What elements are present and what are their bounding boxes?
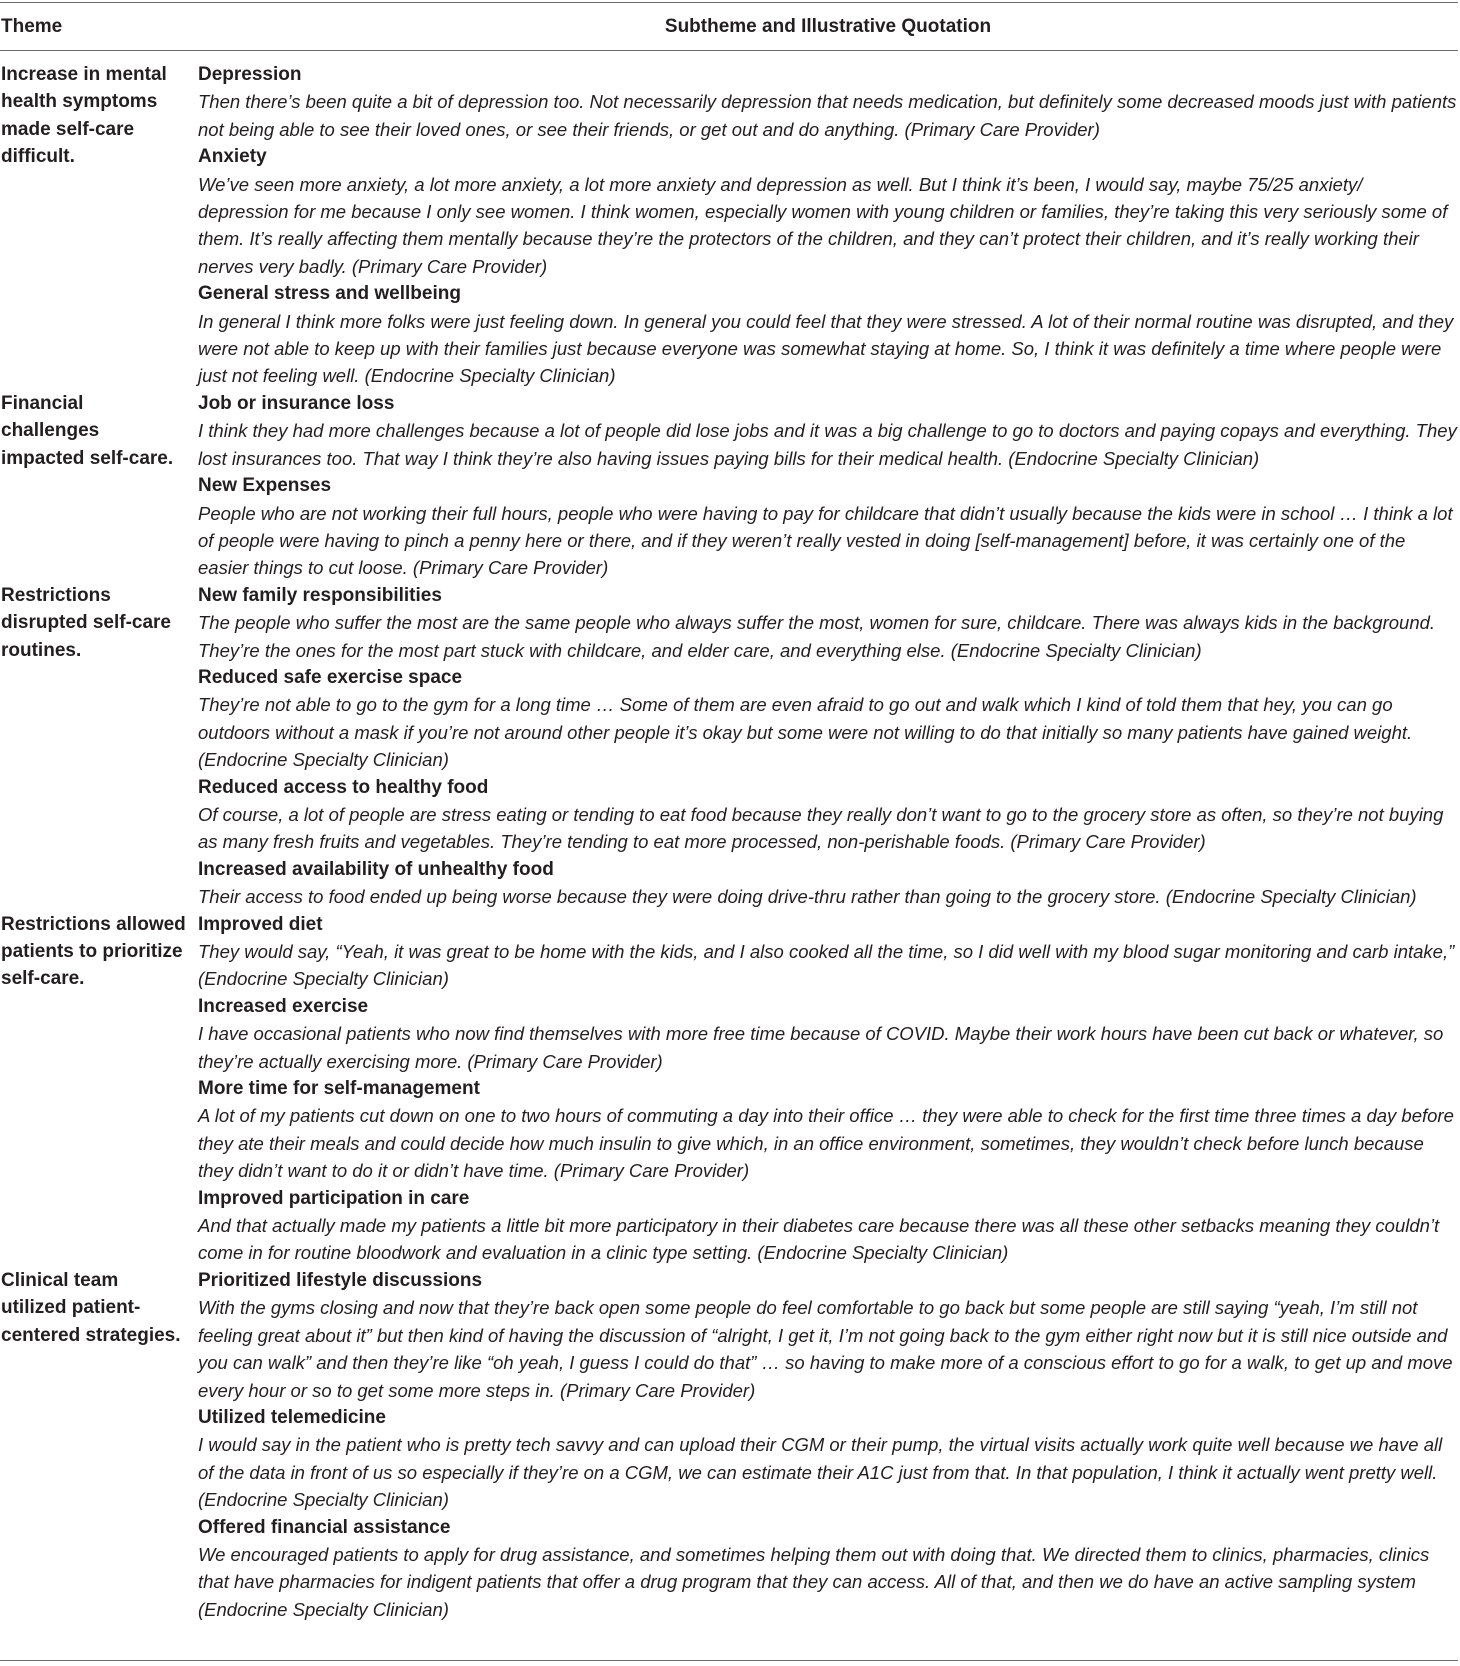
subtheme-title: New family responsibilities [198,584,442,606]
illustrative-quotation: Their access to food ended up being worse because they were doing drive-thru rather than going to the grocery store. (Endocrine Specialty Clinician) [198,886,1417,908]
subtheme-title: Reduced access to healthy food [198,776,489,798]
header-subtheme-quotation: Subtheme and Illustrative Quotation [664,16,992,37]
subtheme-title: Offered financial assistance [198,1516,451,1538]
theme-cell: Increase in mental health symptoms made self-care difficult. [1,64,167,168]
subtheme-title: Improved participation in care [198,1187,470,1209]
subtheme-cell [198,390,1458,582]
theme-cell: Financial challenges impacted self-care. [1,392,174,469]
subtheme-title: Improved diet [198,913,323,935]
subtheme-title: Job or insurance loss [198,392,395,414]
subtheme-title: Increased availability of unhealthy food [198,858,554,880]
subtheme-cell [198,1267,1458,1623]
theme-cell: Restrictions allowed patients to prioritize self-care. [1,913,186,990]
subtheme-title: New Expenses [198,475,332,497]
table-row [0,582,1458,911]
subtheme-title: Prioritized lifestyle discussions [198,1269,483,1291]
table-bottom-rule [0,1660,1458,1661]
subtheme-title: Increased exercise [198,995,369,1017]
subtheme-title: Anxiety [198,146,267,168]
table-row [0,911,1458,1267]
illustrative-quotation: Of course, a lot of people are stress eating or tending to eat food because they really don’t want to go to the grocery store as often, so they’re not buying as many fresh fruits and vegetables. They’re tending to eat more processed, non-perishable foods. (Primary Care Provider) [198,803,1444,853]
subtheme-cell [198,61,1458,390]
subtheme-cell [198,911,1458,1267]
subtheme-title: General stress and wellbeing [198,283,461,305]
illustrative-quotation: We’ve seen more anxiety, a lot more anxiety, a lot more anxiety and depression as well. But I think it’s been, I would say, maybe 75/25 anxiety/ depression for me because I only see women. I think women, especially women with young children or families, they’re taking this very seriously some of them. It’s really affecting them mentally because they’re the protectors of the children, and they can’t protect their children, and it’s really working their nerves very badly. (Primary Care Provider) [198,173,1448,277]
table-row [0,61,1458,390]
illustrative-quotation: And that actually made my patients a little bit more participatory in their diabetes care because there was all these other setbacks meaning they couldn’t come in for routine bloodwork and evaluation in a clinic type setting. (Endocrine Specialty Clinician) [198,1215,1440,1264]
header-rule [0,50,1458,51]
subtheme-title: Utilized telemedicine [198,1406,386,1428]
illustrative-quotation: We encouraged patients to apply for drug assistance, and sometimes helping them out with doing that. We directed them to clinics, pharmacies, clinics that have pharmacies for indigent patients that offer a drug program that they can access. All of that, and then we do have an active sampling system (Endocrine Specialty Clinician) [198,1543,1430,1620]
illustrative-quotation: In general I think more folks were just feeling down. In general you could feel that they were stressed. A lot of their normal routine was disrupted, and they were not able to keep up with their families just because everyone was somewhat staying at home. So, I think it was definitely a time where people were just not feeling well. (Endocrine Specialty Clinician) [198,310,1454,387]
subtheme-title: More time for self-management [198,1078,480,1100]
theme-cell: Restrictions disrupted self-care routines. [1,584,171,661]
header-theme: Theme [1,16,63,37]
theme-cell: Clinical team utilized patient-centered strategies. [1,1269,181,1346]
subtheme-title: Reduced safe exercise space [198,666,463,688]
illustrative-quotation: They’re not able to go to the gym for a long time … Some of them are even afraid to go out and walk which I kind of told them that hey, you can go outdoors without a mask if you’re not around other people it’s okay but some were not willing to do that initially so many patients have gained weight. (Endocrine Specialty Clinician) [198,694,1413,771]
illustrative-quotation: A lot of my patients cut down on one to two hours of commuting a day into their office … they were able to check for the first time three times a day before they ate their meals and could decide how much insulin to give which, in an office environment, sometimes, they wouldn’t check before lunch because they didn’t want to do it or didn’t have time. (Primary Care Provider) [198,1105,1454,1182]
subtheme-title: Depression [198,64,302,85]
illustrative-quotation: I have occasional patients who now find themselves with more free time because of COVID. Maybe their work hours have been cut back or whatever, so they’re actually exercising more. (Primary Care Provider) [198,1023,1444,1072]
table-body [0,61,1458,1623]
illustrative-quotation: I think they had more challenges because a lot of people did lose jobs and it was a big challenge to go to doctors and paying copays and everything. They lost insurances too. That way I think they’re also having issues paying bills for their medical health. (Endocrine Specialty Clinician) [198,420,1457,469]
illustrative-quotation: The people who suffer the most are the same people who always suffer the most, women for sure, childcare. There was always kids in the background. They’re the ones for the most part stuck with childcare, and elder care, and everything else. (Endocrine Specialty Clinician) [198,612,1436,661]
table-top-rule [0,2,1458,3]
illustrative-quotation: People who are not working their full hours, people who were having to pay for childcare that didn’t usually because the kids were in school … I think a lot of people were having to pinch a penny here or there, and if they weren’t really vested in doing [self-management] before, it was certainly one of the easier things to cut loose. (Primary Care Provider) [198,502,1453,579]
table-row [0,390,1458,582]
illustrative-quotation: They would say, “Yeah, it was great to be home with the kids, and I also cooked all the time, so I did well with my blood sugar monitoring and carb intake,” (Endocrine Specialty Clinician) [198,941,1455,990]
illustrative-quotation: With the gyms closing and now that they’re back open some people do feel comfortable to go back but some people are still saying “yeah, I’m still not feeling great about it” but then kind of having the discussion of “alright, I get it, I’m not going back to the gym either right now but it is still nice outside and you can walk” and then they’re like “oh yeah, I guess I could do that” … so having to make more of a conscious effort to go for a walk, to get up and move every hour or so to get some more steps in. (Primary Care Provider) [198,1297,1453,1401]
subtheme-cell [198,582,1458,911]
table-row [0,1267,1458,1623]
illustrative-quotation: I would say in the patient who is pretty tech savvy and can upload their CGM or their pump, the virtual visits actually work quite well because we have all of the data in front of us so especially if they’re on a CGM, we can estimate their A1C just from that. In that population, I think it actually went pretty well. (Endocrine Specialty Clinician) [198,1434,1443,1511]
illustrative-quotation: Then there’s been quite a bit of depression too. Not necessarily depression that needs medication, but definitely some decreased moods just with patients not being able to see their loved ones, or see their friends, or get out and do anything. (Primary Care Provider) [198,91,1457,140]
